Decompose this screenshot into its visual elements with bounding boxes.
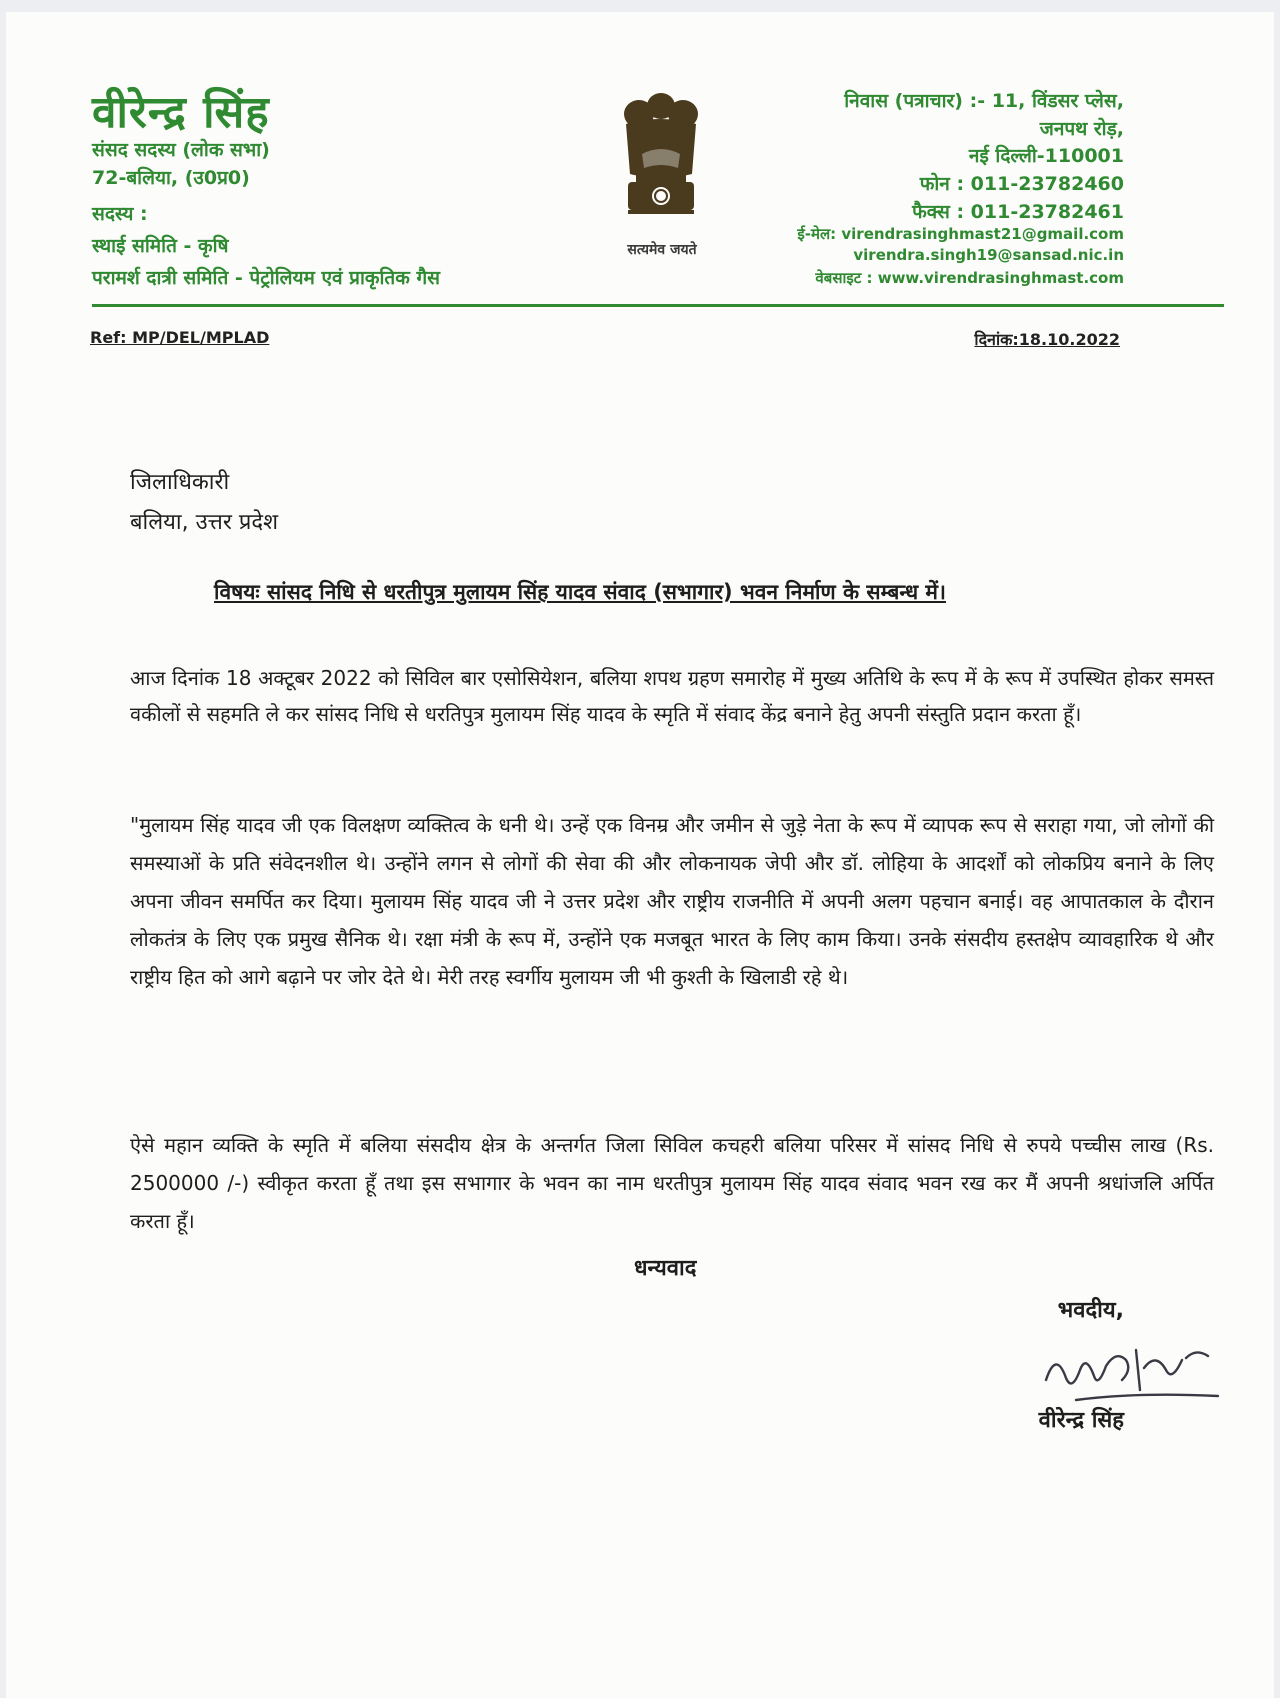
reference-number: Ref: MP/DEL/MPLAD — [90, 328, 270, 347]
state-emblem-icon — [606, 84, 716, 234]
body-paragraph-1: आज दिनांक 18 अक्टूबर 2022 को सिविल बार एसोसियेशन, बलिया शपथ ग्रहण समारोह में मुख्य अतिथि के रूप में के रूप में उपस्थित होकर समस्त वकीलों से सहमति ले कर सांसद निधि से धरतिपुत्र मुलायम सिंह यादव के स्मृति में संवाद केंद्र बनाने हेतु अपनी संस्तुति प्रदान करता हूँ। — [130, 666, 1214, 726]
city-line: नई दिल्ली-110001 — [968, 145, 1124, 167]
email-line-2: virendra.singh19@sansad.nic.in — [853, 246, 1124, 264]
body-paragraph-3: ऐसे महान व्यक्ति के स्मृति में बलिया संसदीय क्षेत्र के अन्तर्गत जिला सिविल कचहरी बलिया परिसर में सांसद निधि से रुपये पच्चीस लाख (Rs. 2500000 /-) स्वीकृत करता हूँ तथा इस सभागार के भवन का नाम धरतीपुत्र मुलायम सिंह यादव संवाद भवन रख कर मैं अपनी श्रधांजलि अर्पित करता हूँ। — [130, 1133, 1214, 1233]
signatory-name: वीरेन्द्र सिंह — [1038, 1408, 1124, 1433]
mp-name: वीरेन्द्र सिंह — [92, 87, 270, 138]
valediction: भवदीय, — [1057, 1298, 1124, 1323]
email-line-1: ई-मेल: virendrasinghmast21@gmail.com — [797, 225, 1124, 243]
letter-date: दिनांक:18.10.2022 — [974, 330, 1120, 349]
consultative-committee-line: परामर्श दात्री समिति - पेट्रोलियम एवं प्राकृतिक गैस — [92, 267, 441, 289]
residence-address-line: निवास (पत्राचार) :- 11, विंडसर प्लेस, — [844, 90, 1124, 112]
letterhead-divider — [92, 304, 1224, 307]
member-label: सदस्य : — [92, 203, 148, 225]
standing-committee-line: स्थाई समिति - कृषि — [92, 235, 229, 257]
addressee-location: बलिया, उत्तर प्रदेश — [130, 510, 279, 535]
emblem-motto: सत्यमेव जयते — [627, 242, 697, 258]
phone-line: फोन : 011-23782460 — [919, 173, 1124, 195]
letter-page — [6, 12, 1274, 1698]
constituency-line: 72-बलिया, (उ0प्र0) — [92, 167, 250, 189]
handwritten-signature — [1036, 1330, 1226, 1410]
body-paragraph-2: "मुलायम सिंह यादव जी एक विलक्षण व्यक्तित्व के धनी थे। उन्हें एक विनम्र और जमीन से जुड़े नेता के रूप में व्यापक रूप से सराहा गया, जो लोगों की समस्याओं के प्रति संवेदनशील थे। उन्होंने लगन से लोगों की सेवा की और लोकनायक जेपी और डॉ. लोहिया के आदर्शों को लोकप्रिय बनाने के लिए अपना जीवन समर्पित कर दिया। मुलायम सिंह यादव जी ने उत्तर प्रदेश और राष्ट्रीय राजनीति में अपनी अलग पहचान बनाई। वह आपातकाल के दौरान लोकतंत्र के लिए एक प्रमुख सैनिक थे। रक्षा मंत्री के रूप में, उन्होंने एक मजबूत भारत के लिए काम किया। उनके संसदीय हस्तक्षेप व्यावहारिक थे और राष्ट्रीय हित को आगे बढ़ाने पर जोर देते थे। मेरी तरह स्वर्गीय मुलायम जी भी कुश्ती के खिलाडी रहे थे। — [130, 813, 1214, 989]
addressee-title: जिलाधिकारी — [130, 470, 230, 495]
designation-line: संसद सदस्य (लोक सभा) — [92, 139, 270, 161]
website-line: वेबसाइट : www.virendrasinghmast.com — [815, 269, 1124, 287]
subject-line: विषयः सांसद निधि से धरतीपुत्र मुलायम सिंह यादव संवाद (सभागार) भवन निर्माण के सम्बन्ध में। — [214, 580, 946, 604]
thanks-text: धन्यवाद — [634, 1256, 697, 1281]
road-line: जनपथ रोड़, — [1039, 118, 1124, 140]
fax-line: फैक्स : 011-23782461 — [912, 201, 1124, 223]
